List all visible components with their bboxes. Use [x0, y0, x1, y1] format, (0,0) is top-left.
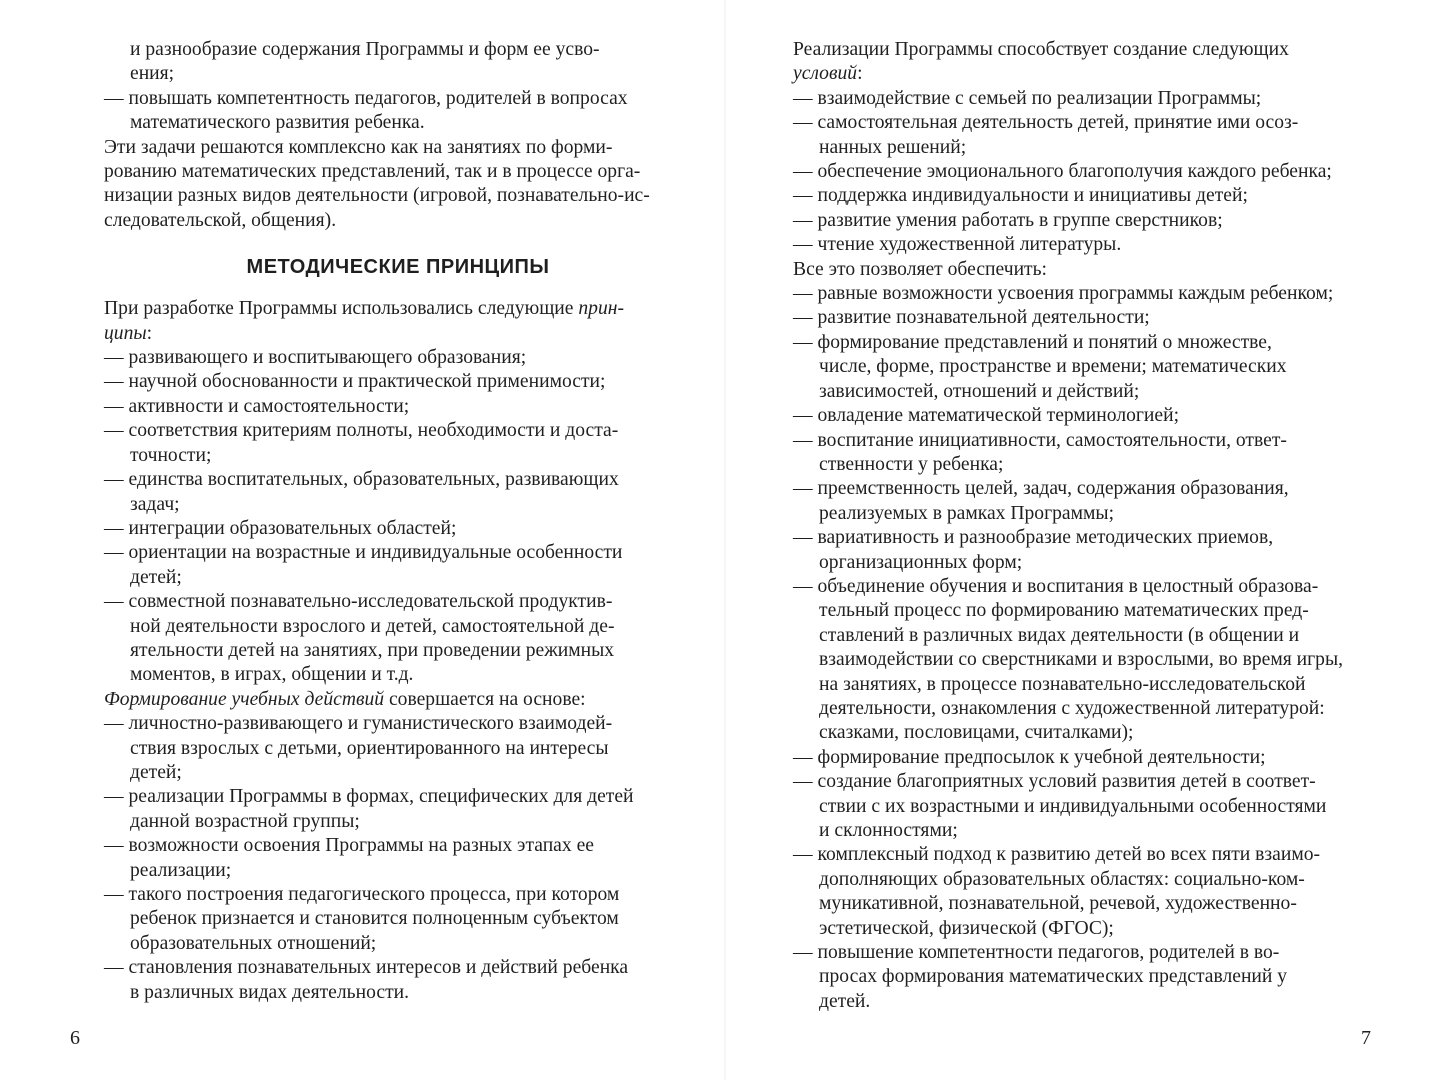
list-item: — самостоятельная деятельность детей, принятие ими осоз- [793, 112, 1299, 134]
list-item-cont: ной деятельности взрослого и детей, самостоятельной де- [130, 615, 615, 637]
text-line: математического развития ребенка. [130, 112, 425, 134]
list-item-cont: детей; [130, 761, 182, 783]
list-item: — такого построения педагогического процесса, при котором [104, 884, 620, 905]
list-item: — единства воспитательных, образовательных, развивающих [104, 469, 619, 491]
list-item: — вариативность и разнообразие методических приемов, [793, 527, 1274, 549]
list-item: — преемственность целей, задач, содержания образования, [793, 478, 1289, 500]
list-item-cont: реализации; [130, 859, 232, 881]
text-line: низации разных видов деятельности (игровой, познавательно-ис- [104, 185, 650, 207]
list-item-cont: ребенок признается и становится полноценным субъектом [130, 908, 619, 930]
principles-intro [104, 297, 692, 321]
principles-intro-cont [104, 322, 692, 346]
list-item-cont: числе, форме, пространстве и времени; математических [819, 356, 1287, 378]
list-item-cont: на занятиях, в процессе познавательно-исследовательской [819, 673, 1306, 695]
list-item: — комплексный подход к развитию детей во всех пяти взаимо- [793, 844, 1321, 866]
text-line: рованию математических представлений, так и в процессе орга- [104, 161, 641, 183]
principles-intro-italic: прин- [578, 298, 625, 320]
principles-intro-text: При разработке Программы использовались следующие [104, 298, 579, 320]
list-item: — объединение обучения и воспитания в целостный образова- [793, 575, 1319, 597]
list-item-cont: ствии с их возрастными и индивидуальными особенностями [819, 795, 1327, 817]
text-line: ения; [130, 63, 175, 85]
list-item: — становления познавательных интересов и действий ребенка [104, 957, 629, 979]
list-item: — обеспечение эмоционального благополучия каждого ребенка; [793, 161, 1332, 183]
list-item: — развивающего и воспитывающего образования; [104, 347, 527, 369]
list-item-cont: эстетической, физической (ФГОС); [819, 917, 1114, 939]
list-item: — формирование предпосылок к учебной деятельности; [793, 746, 1266, 768]
text-line: и разнообразие содержания Программы и форм ее усво- [130, 39, 600, 60]
list-item: — поддержка индивидуальности и инициативы детей; [793, 185, 1248, 207]
list-item: — соответствия критериям полноты, необходимости и доста- [104, 420, 619, 442]
right-page-text-column [793, 38, 1379, 1014]
list-item-cont: детей; [130, 566, 182, 588]
list-item: — развитие познавательной деятельности; [793, 307, 1150, 329]
conditions-intro: Реализации Программы способствует создание следующих [793, 39, 1289, 60]
list-item-cont: зависимостей, отношений и действий; [819, 380, 1140, 402]
list-item-cont: сказками, пословицами, считалками); [819, 722, 1134, 744]
formation-intro-italic: Формирование учебных действий [104, 688, 385, 710]
list-item-cont: данной возрастной группы; [130, 810, 360, 832]
list-item-cont: в различных видах деятельности. [130, 981, 410, 1003]
list-item-cont: моментов, в играх, общении и т.д. [130, 664, 414, 686]
list-item: — личностно-развивающего и гуманистического взаимодей- [104, 713, 613, 735]
list-item-cont: детей. [819, 990, 871, 1012]
list-item: — создание благоприятных условий развития детей в соответ- [793, 771, 1316, 793]
list-item-cont: ственности у ребенка; [819, 453, 1004, 475]
list-item-cont: организационных форм; [819, 551, 1023, 573]
left-page [0, 0, 725, 1080]
list-item-cont: дополняющих образовательных областях: социально-ком- [819, 868, 1305, 890]
list-item-cont: задач; [130, 493, 180, 515]
list-item-cont: образовательных отношений; [130, 932, 377, 954]
list-item-cont: нанных решений; [819, 136, 967, 158]
left-page-text-column [104, 38, 692, 1005]
list-item-cont: тельный процесс по формированию математических пред- [819, 600, 1309, 622]
list-item: — ориентации на возрастные и индивидуальные особенности [104, 542, 623, 564]
list-item: — интеграции образовательных областей; [104, 517, 457, 539]
list-item: — чтение художественной литературы. [793, 234, 1122, 256]
provides-intro: Все это позволяет обеспечить: [793, 258, 1048, 280]
list-item-cont: и склонностями; [819, 820, 958, 841]
formation-intro [104, 688, 692, 712]
text-line: следовательской, общения). [104, 209, 337, 231]
list-item: — развитие умения работать в группе сверстников; [793, 209, 1223, 231]
list-item: — возможности освоения Программы на разных этапах ее [104, 835, 594, 857]
list-item-cont: взаимодействии со сверстниками и взрослыми, во время игры, [819, 649, 1344, 671]
principles-intro-colon: : [146, 322, 153, 344]
list-item: — воспитание инициативности, самостоятельности, ответ- [793, 429, 1287, 451]
list-item: — взаимодействие с семьей по реализации Программы; [793, 87, 1262, 109]
list-item: — научной обоснованности и практической применимости; [104, 371, 606, 393]
list-item-cont: деятельности, ознакомления с художественной литературой: [819, 697, 1325, 719]
section-heading: МЕТОДИЧЕСКИЕ ПРИНЦИПЫ [246, 256, 550, 279]
list-item-cont: ставлений в различных видах деятельности (в общении и [819, 624, 1300, 646]
page-number: 7 [1361, 1027, 1371, 1049]
list-item: — овладение математической терминологией; [793, 405, 1180, 427]
conditions-intro-cont [793, 62, 1379, 86]
list-item: — реализации Программы в формах, специфических для детей [104, 786, 634, 808]
page-number: 6 [70, 1027, 80, 1049]
list-item: — совместной познавательно-исследовательской продуктив- [104, 591, 613, 613]
list-item: — активности и самостоятельности; [104, 395, 410, 417]
text-line: Эти задачи решаются комплексно как на занятиях по форми- [104, 136, 613, 158]
list-item-cont: точности; [130, 444, 212, 466]
list-item-cont: ствия взрослых с детьми, ориентированного на интересы [130, 737, 609, 759]
formation-intro-text: совершается на основе: [384, 688, 586, 710]
list-item-cont: реализуемых в рамках Программы; [819, 502, 1115, 524]
conditions-intro-colon: : [857, 63, 863, 85]
principles-intro-italic2: ципы [104, 322, 147, 344]
conditions-intro-italic: условий [793, 63, 858, 85]
list-item-cont: ятельности детей на занятиях, при проведении режимных [130, 639, 615, 661]
text-line: — повышать компетентность педагогов, родителей в вопросах [104, 87, 628, 109]
right-page [725, 0, 1451, 1080]
list-item: — повышение компетентности педагогов, родителей в во- [793, 942, 1280, 964]
list-item-cont: муникативной, познавательной, речевой, художественно- [819, 893, 1297, 915]
list-item: — равные возможности усвоения программы каждым ребенком; [793, 283, 1334, 305]
list-item: — формирование представлений и понятий о множестве, [793, 331, 1272, 353]
list-item-cont: просах формирования математических представлений у [819, 966, 1288, 988]
